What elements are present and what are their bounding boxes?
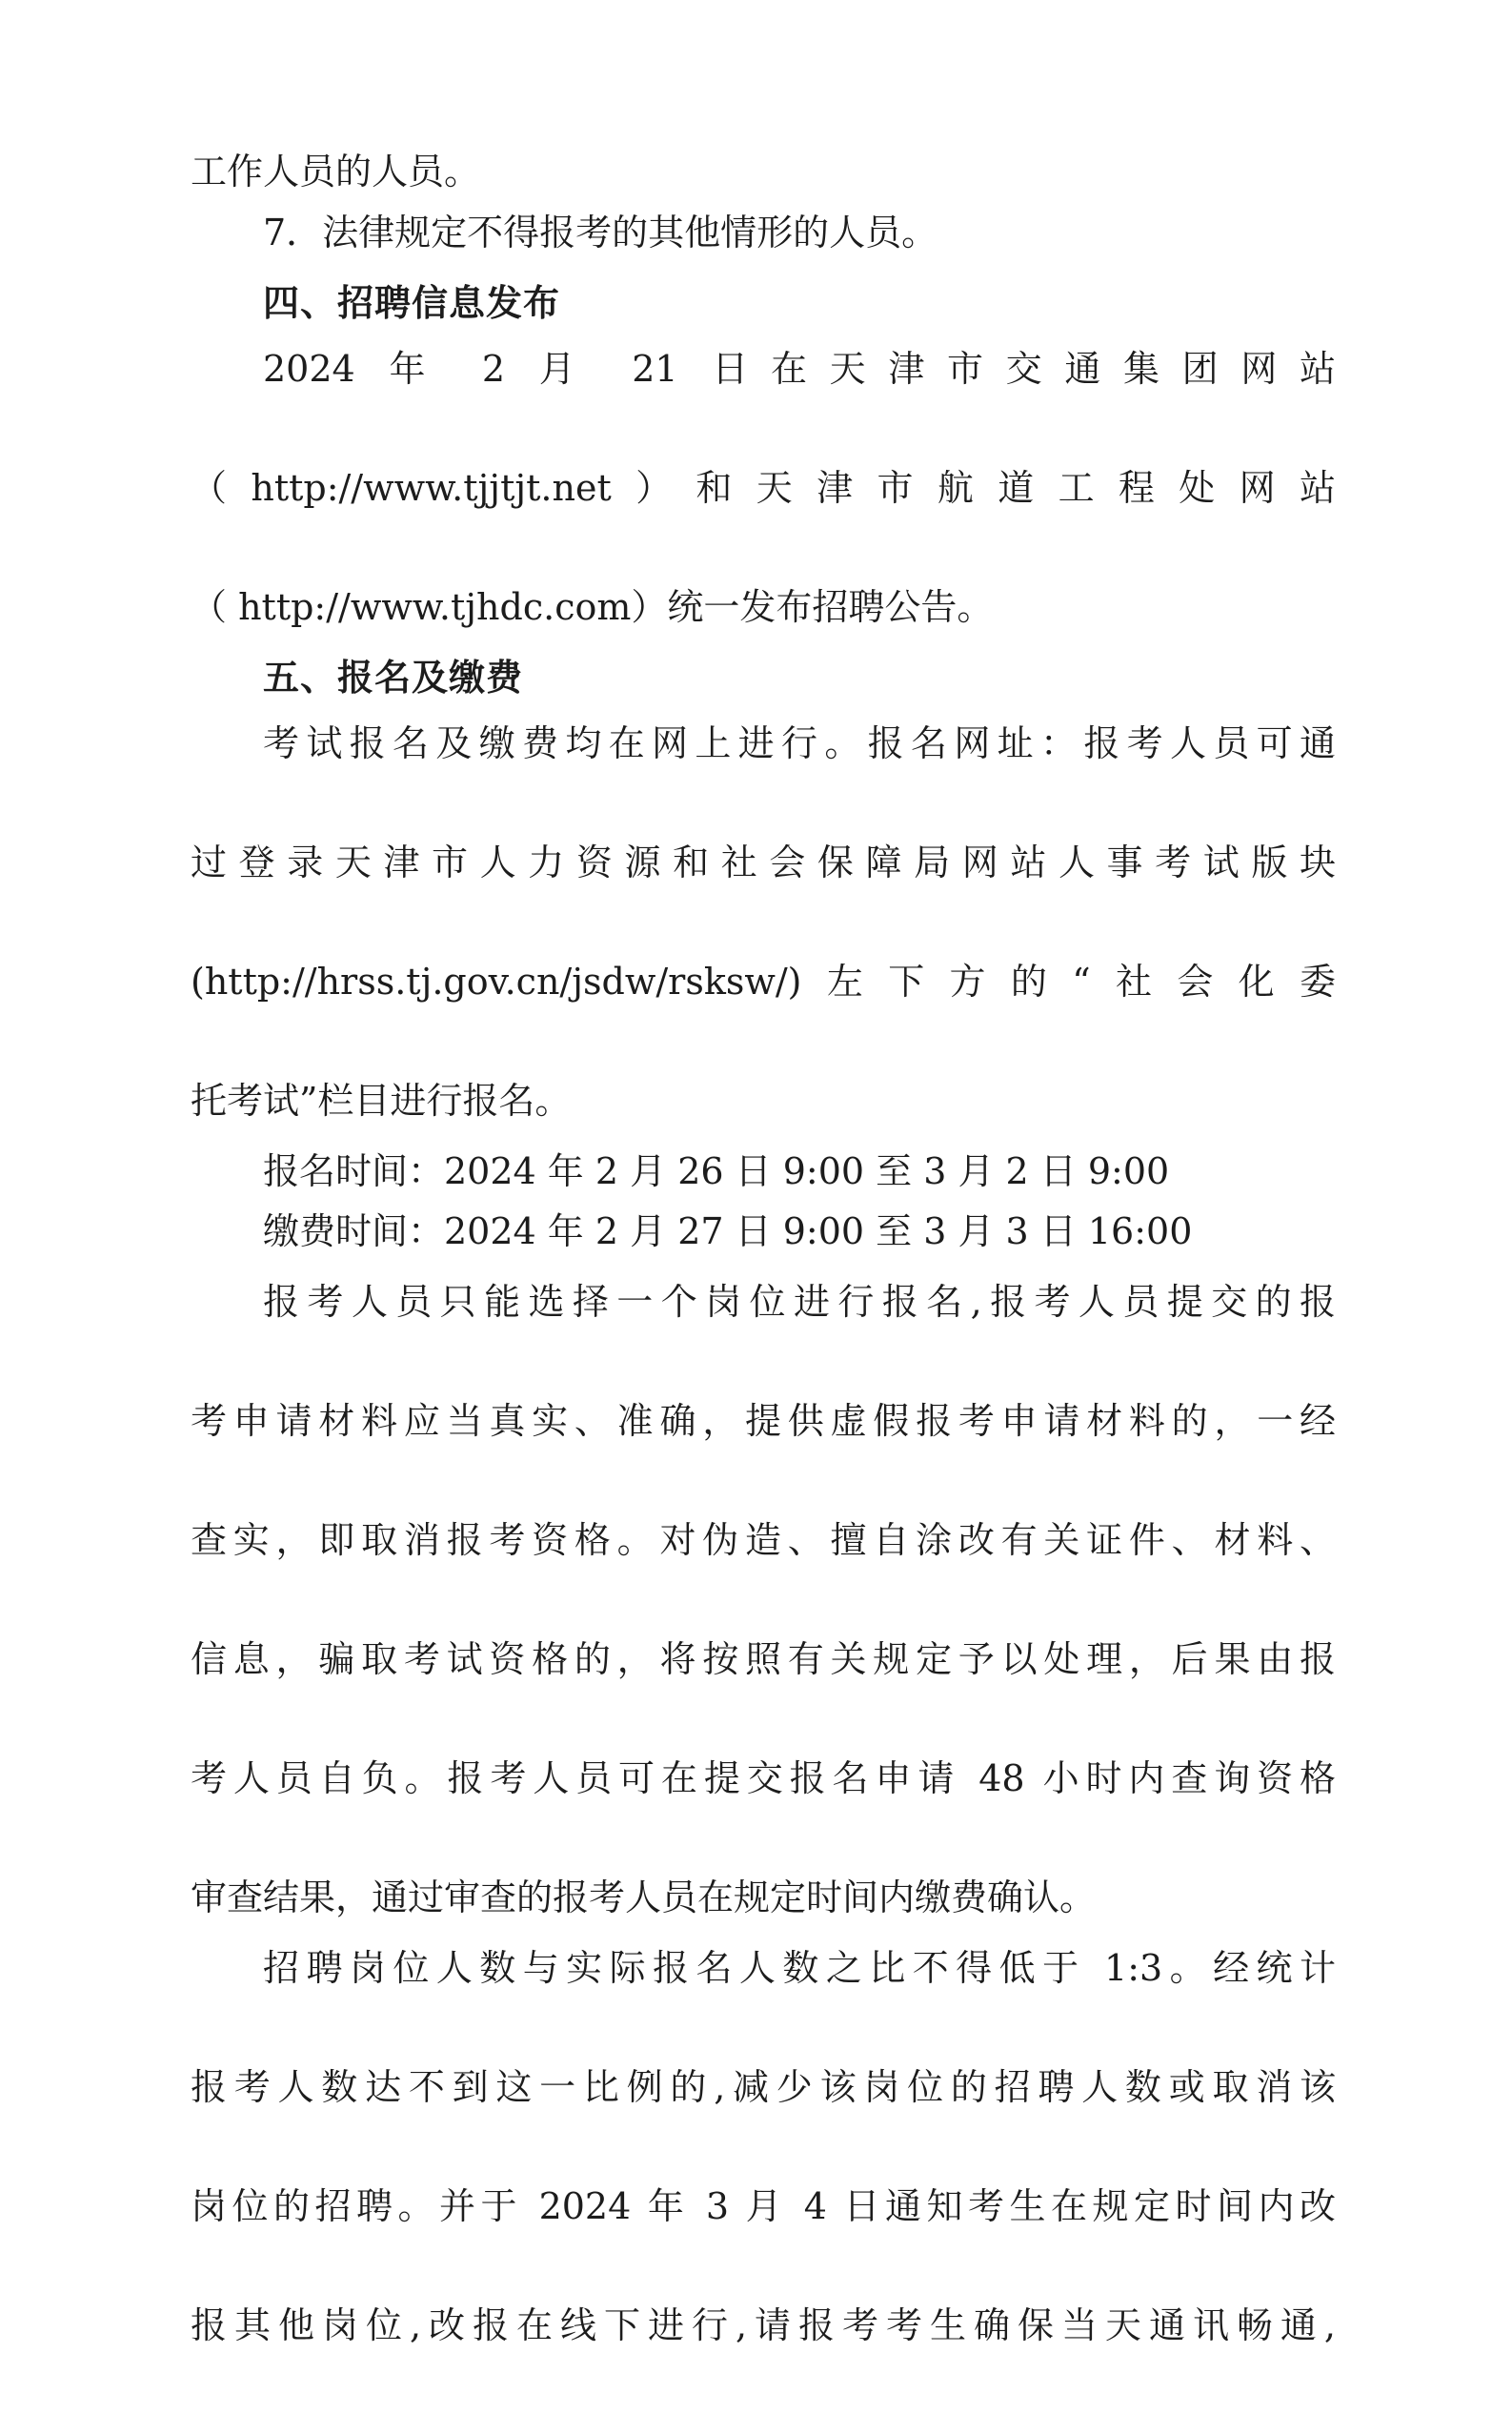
section-heading-five: 五、报名及缴费: [263, 656, 524, 700]
document-body: [191, 143, 1336, 2414]
justified-line: 考申请材料应当真实、准确，提供虚假报考申请材料的，一经: [191, 1399, 1336, 1442]
paragraph-line: 工作人员的人员。: [191, 151, 481, 193]
paragraph-line: 审查结果，通过审查的报考人员在规定时间内缴费确认。: [191, 1876, 1097, 1919]
justified-line: 2024 年 2 月 21 日在天津市交通集团网站: [263, 347, 1336, 390]
paragraph-line: [191, 1392, 1336, 1510]
paragraph-line: [191, 953, 1336, 1070]
justified-line: 过登录天津市人力资源和社会保障局网站人事考试版块: [191, 842, 1336, 884]
justified-line: 招聘岗位人数与实际报名人数之比不得低于 1:3。经统计: [263, 1946, 1336, 1989]
justified-line: 报考人员只能选择一个岗位进行报名,报考人员提交的报: [263, 1280, 1336, 1323]
paragraph-line: [191, 340, 1336, 457]
paragraph-line: [191, 1273, 1336, 1390]
justified-line: 岗位的招聘。并于 2024 年 3 月 4 日通知考生在规定时间内改: [191, 2185, 1336, 2228]
justified-line: 报其他岗位,改报在线下进行,请报考考生确保当天通讯畅通,: [191, 2304, 1336, 2347]
paragraph-line: [191, 1511, 1336, 1629]
paragraph-line: [191, 715, 1336, 832]
section-heading-four: 四、招聘信息发布: [263, 281, 561, 325]
justified-line: 信息，骗取考试资格的，将按照有关规定予以处理，后果由报: [191, 1638, 1336, 1681]
justified-line: (http://hrss.tj.gov.cn/jsdw/rsksw/)左下方的“社会化委: [191, 961, 1336, 1004]
signup-time-line: 报名时间：2024 年 2 月 26 日 9:00 至 3 月 2 日 9:00: [263, 1149, 1170, 1192]
list-item-7: 7．法律规定不得报考的其他情形的人员。: [263, 211, 938, 254]
paragraph-line: [191, 2297, 1336, 2414]
justified-line: 报考人数达不到这一比例的,减少该岗位的招聘人数或取消该: [191, 2065, 1336, 2108]
paragraph-line: [191, 459, 1336, 577]
spacer: [191, 1930, 1336, 1939]
paragraph-line: [191, 1631, 1336, 1748]
spacer: [191, 1264, 1336, 1273]
paragraph-line: [191, 2059, 1336, 2176]
justified-line: 考试报名及缴费均在网上进行。报名网址：报考人员可通: [263, 721, 1336, 764]
paragraph-line: [191, 834, 1336, 951]
payment-time-line: 缴费时间：2024 年 2 月 27 日 9:00 至 3 月 3 日 16:00: [263, 1210, 1193, 1253]
paragraph-line: （ http://www.tjhdc.com）统一发布招聘公告。: [191, 585, 994, 628]
paragraph-line: [191, 1750, 1336, 1867]
spacer: [191, 1133, 1336, 1143]
paragraph-line: [191, 2178, 1336, 2295]
paragraph-line: [191, 1939, 1336, 2057]
paragraph-line: 托考试”栏目进行报名。: [191, 1080, 572, 1123]
justified-line: 查实，即取消报考资格。对伪造、擅自涂改有关证件、材料、: [191, 1519, 1336, 1562]
justified-line: （http://www.tjjtjt.net）和天津市航道工程处网站: [191, 466, 1336, 509]
justified-line: 考人员自负。报考人员可在提交报名申请 48 小时内查询资格: [191, 1757, 1336, 1800]
